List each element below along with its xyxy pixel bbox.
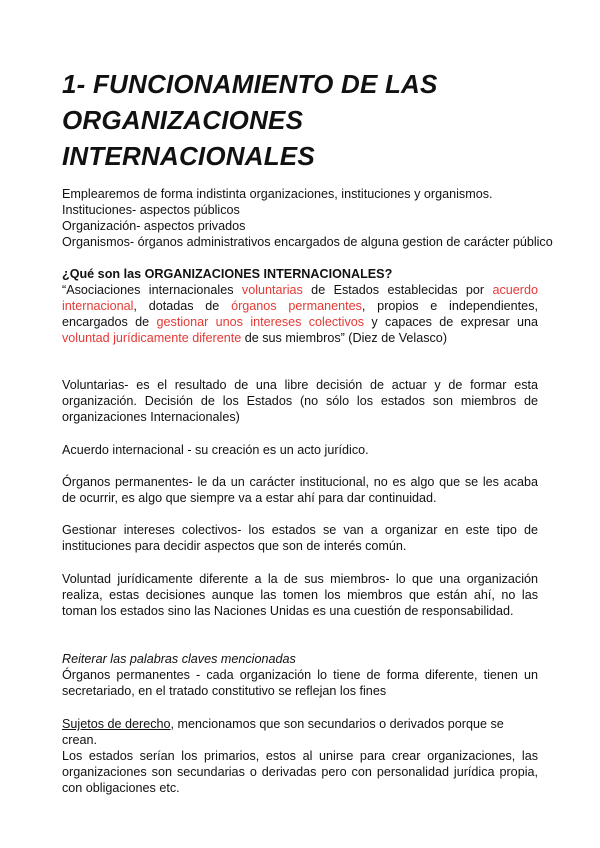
definition-part: , dotadas de bbox=[133, 299, 232, 313]
paragraph-organos: Órganos permanentes- le da un carácter institucional, no es algo que se les acaba de ocurrir, es algo que siempre va a estar ahí para dar continuidad. bbox=[62, 475, 538, 505]
intro-section bbox=[62, 186, 553, 250]
sujetos-term: Sujetos de derecho bbox=[62, 717, 171, 731]
keyword-voluntad-juridica: voluntad jurídicamente diferente bbox=[62, 331, 242, 345]
sujetos-rest: , mencionamos que son secundarios o derivados porque se crean. bbox=[62, 717, 504, 747]
definition-section bbox=[62, 266, 538, 346]
intro-line: Instituciones- aspectos públicos bbox=[62, 203, 240, 217]
keyword-acuerdo-internacional: acuerdo internacional bbox=[62, 283, 538, 313]
sujetos-intro bbox=[62, 716, 538, 748]
reiterar-text: Órganos permanentes - cada organización lo tiene de forma diferente, tienen un secretariado, en el tratado constitutivo se reflejan los fines bbox=[62, 668, 538, 698]
sujetos-section bbox=[62, 716, 538, 796]
paragraph-gestionar: Gestionar intereses colectivos- los estados se van a organizar en este tipo de instituciones para decidir aspectos que son de interés común. bbox=[62, 523, 538, 553]
sujetos-text: Los estados serían los primarios, estos al unirse para crear organizaciones, las organizaciones son secundarias o derivadas pero con personalidad jurídica propia, con obligaciones etc. bbox=[62, 749, 538, 795]
intro-line: Organismos- órganos administrativos encargados de alguna gestion de carácter público bbox=[62, 235, 553, 249]
definition-part: “Asociaciones internacionales bbox=[62, 283, 242, 297]
keyword-gestionar-intereses: gestionar unos intereses colectivos bbox=[156, 315, 365, 329]
keyword-voluntarias: voluntarias bbox=[241, 283, 303, 297]
definition-part: de sus miembros” (Diez de Velasco) bbox=[241, 331, 448, 345]
title-line-1: 1- FUNCIONAMIENTO DE LAS bbox=[62, 69, 438, 99]
title-line-3: INTERNACIONALES bbox=[62, 141, 315, 171]
reiterar-heading: Reiterar las palabras claves mencionadas bbox=[62, 652, 296, 666]
definition-part: , propios e independientes, encargados de bbox=[62, 299, 538, 329]
intro-line: Organización- aspectos privados bbox=[62, 219, 246, 233]
reiterar-section bbox=[62, 651, 538, 699]
paragraph-acuerdo: Acuerdo internacional - su creación es un acto jurídico. bbox=[62, 443, 369, 457]
definition-text bbox=[62, 282, 538, 346]
keyword-organos-permanentes: órganos permanentes bbox=[231, 299, 362, 313]
paragraph-voluntad: Voluntad jurídicamente diferente a la de sus miembros- lo que una organización realiza, estas decisiones aunque las tomen los miembros que están ahí, no las toman los estados sino las Naciones Unidas es una cuestión de responsabilidad. bbox=[62, 572, 538, 618]
question-heading: ¿Qué son las ORGANIZACIONES INTERNACIONALES? bbox=[62, 267, 393, 281]
paragraph-voluntarias: Voluntarias- es el resultado de una libre decisión de actuar y de formar esta organización. Decisión de los Estados (no sólo los estados son miembros de organizaciones Internacionales) bbox=[62, 378, 538, 424]
page-title bbox=[62, 66, 562, 174]
definition-part: y capaces de expresar una bbox=[364, 315, 538, 329]
definition-part: de Estados establecidas por bbox=[302, 283, 493, 297]
intro-line: Emplearemos de forma indistinta organizaciones, instituciones y organismos. bbox=[62, 187, 493, 201]
title-line-2: ORGANIZACIONES bbox=[62, 105, 304, 135]
